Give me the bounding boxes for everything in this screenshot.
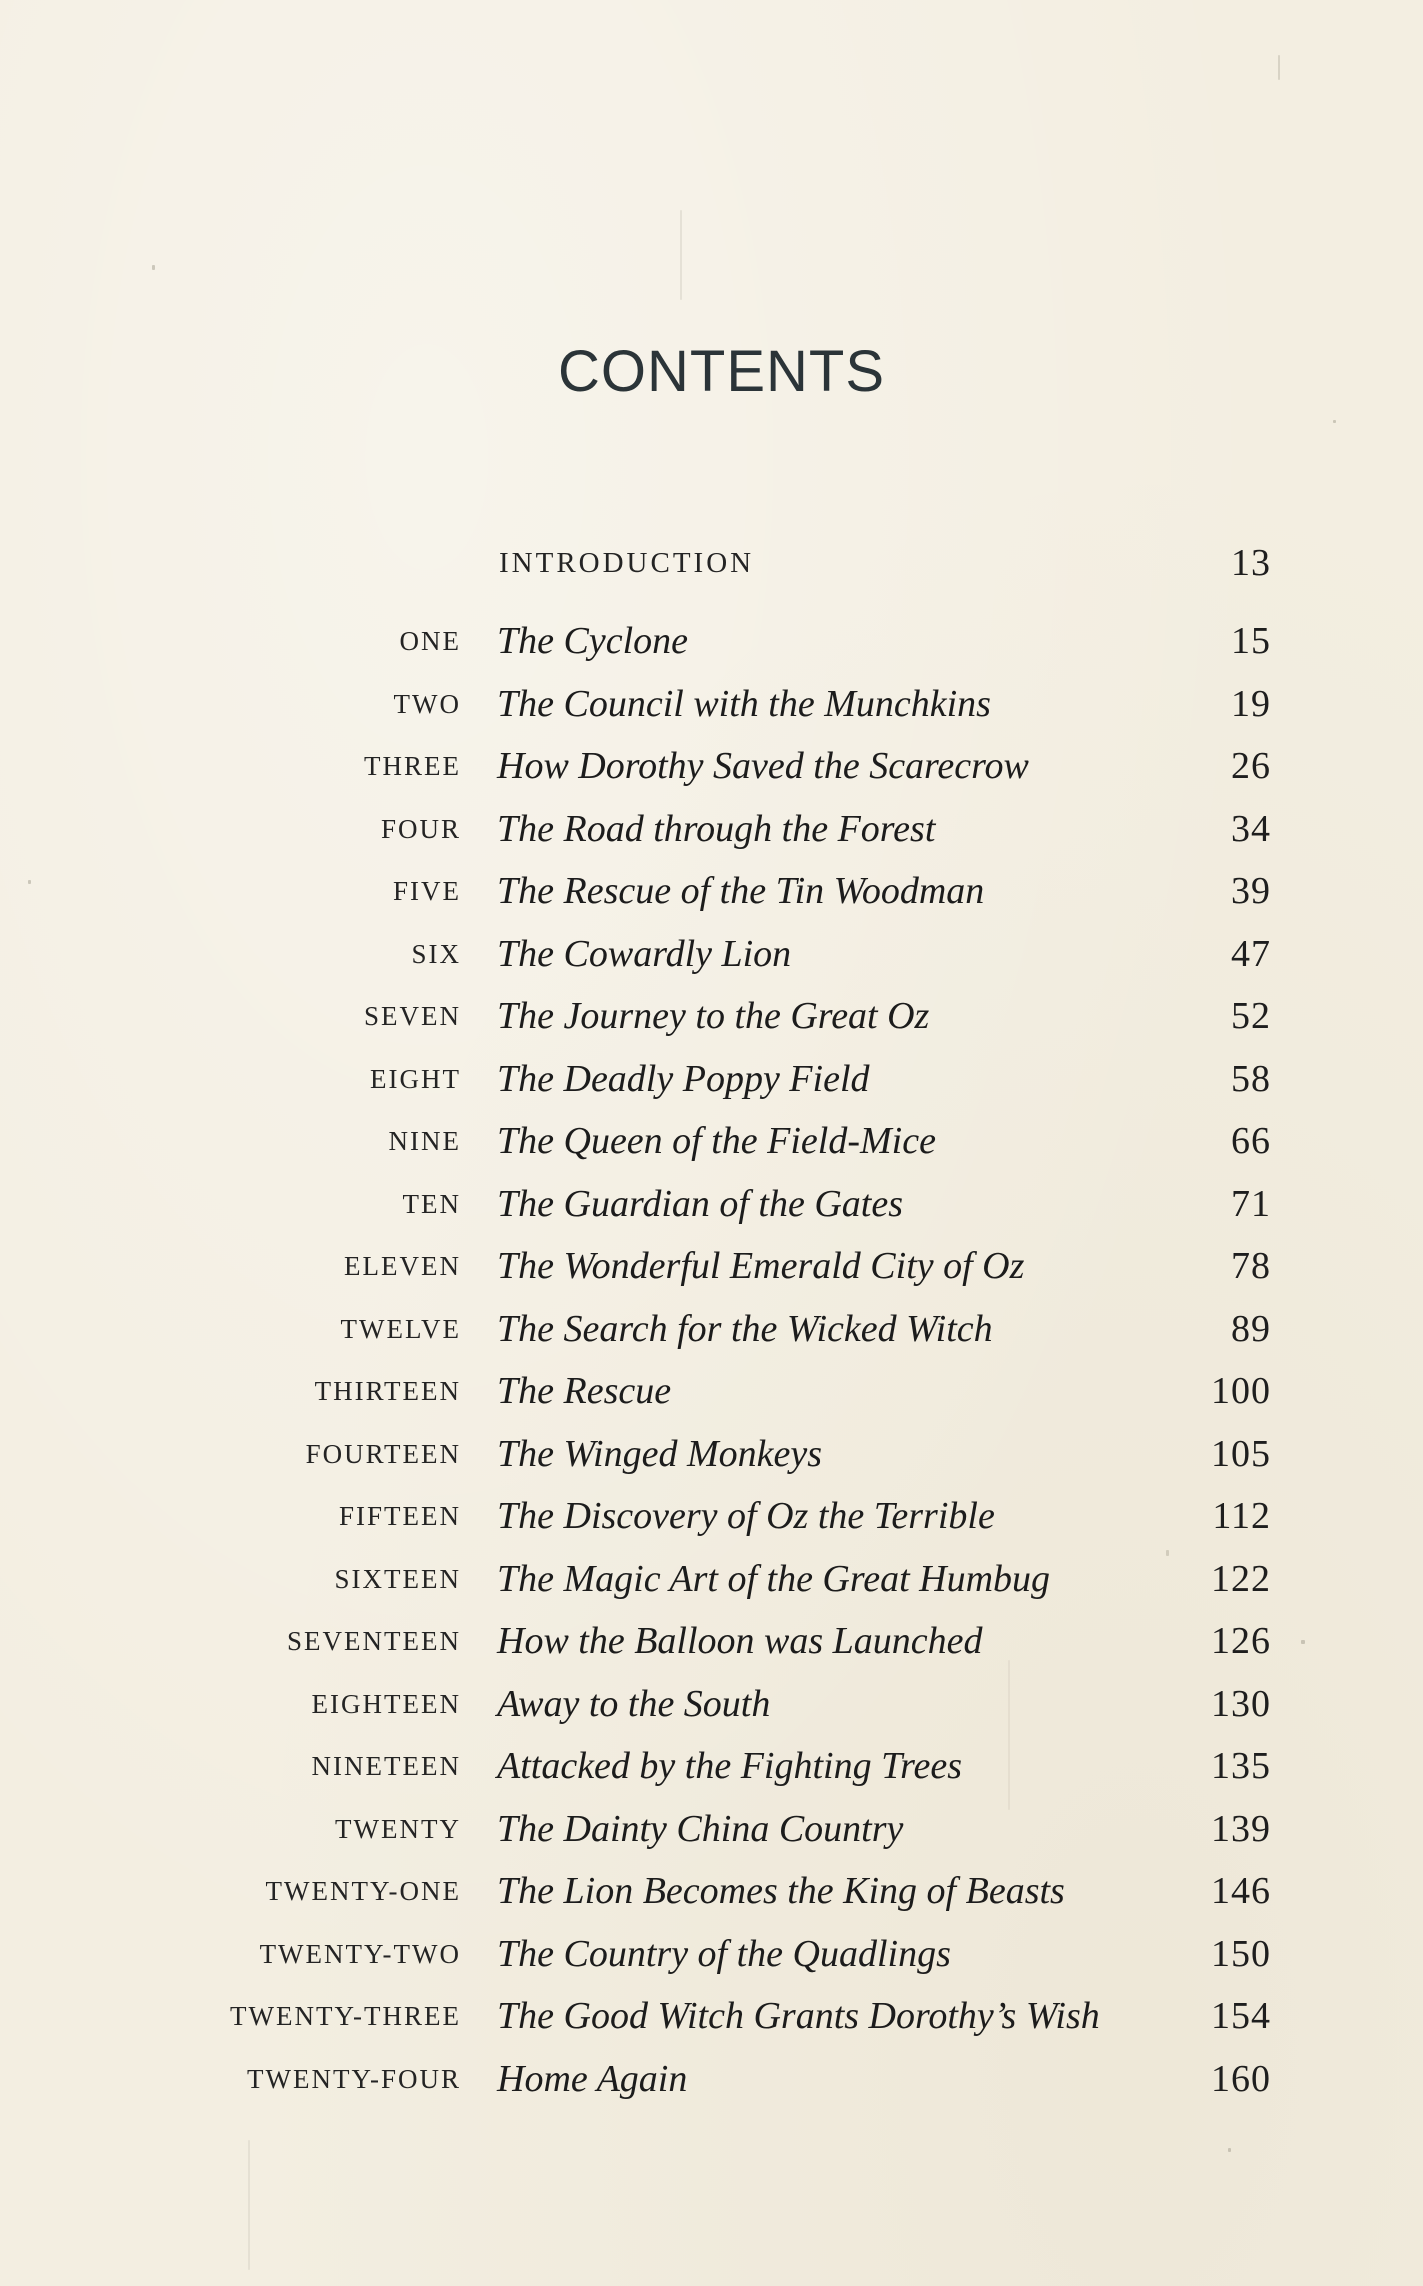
chapter-page-number: 130 xyxy=(1211,1682,1271,1725)
chapter-title: The Council with the Munchkins xyxy=(497,682,991,725)
chapter-title: Home Again xyxy=(497,2057,688,2100)
chapter-number: TWENTY-ONE xyxy=(265,1876,461,1906)
chapter-number: EIGHTEEN xyxy=(311,1688,461,1719)
chapter-title: The Rescue of the Tin Woodman xyxy=(497,870,985,912)
toc-chapter-row xyxy=(0,1360,1423,1422)
toc-chapter-row xyxy=(0,1173,1423,1235)
chapter-page-number: 71 xyxy=(1231,1182,1271,1225)
toc-chapter-row xyxy=(0,1610,1423,1672)
chapter-number: TWENTY-THREE xyxy=(230,2001,461,2031)
toc-chapter-row xyxy=(0,610,1423,672)
toc-chapter-row xyxy=(0,985,1423,1047)
chapter-page-number: 122 xyxy=(1211,1557,1271,1600)
chapter-number: THIRTEEN xyxy=(314,1376,461,1406)
chapter-number: TWENTY-FOUR xyxy=(247,2063,461,2094)
chapter-number: ELEVEN xyxy=(344,1251,461,1281)
chapter-title: The Road through the Forest xyxy=(497,807,936,850)
chapter-number: THREE xyxy=(364,751,461,781)
toc-chapter-row xyxy=(0,1110,1423,1172)
toc-chapter-row xyxy=(0,1735,1423,1797)
toc-chapter-row xyxy=(0,1798,1423,1860)
chapter-page-number: 154 xyxy=(1211,1995,1271,2037)
chapter-page-number: 105 xyxy=(1211,1432,1271,1475)
chapter-page-number: 78 xyxy=(1231,1245,1271,1287)
chapter-title: The Rescue xyxy=(497,1370,672,1412)
chapter-title: Away to the South xyxy=(497,1682,771,1725)
toc-chapter-row xyxy=(0,1485,1423,1547)
chapter-title: The Cowardly Lion xyxy=(497,932,792,975)
chapter-page-number: 26 xyxy=(1231,745,1271,787)
chapter-title: The Country of the Quadlings xyxy=(497,1932,951,1975)
chapter-number: TWENTY xyxy=(335,1813,461,1844)
introduction-label: INTRODUCTION xyxy=(499,547,755,579)
chapter-title: The Magic Art of the Great Humbug xyxy=(497,1557,1051,1600)
chapter-number: TWENTY-TWO xyxy=(259,1938,461,1969)
chapter-number: NINETEEN xyxy=(311,1751,461,1781)
chapter-title: The Good Witch Grants Dorothy’s Wish xyxy=(497,1995,1100,2037)
chapter-number: FOUR xyxy=(380,813,461,844)
chapter-title: The Dainty China Country xyxy=(497,1807,904,1850)
chapter-page-number: 19 xyxy=(1231,682,1271,725)
toc-chapter-row xyxy=(0,1048,1423,1110)
chapter-page-number: 160 xyxy=(1211,2057,1271,2100)
chapter-number: NINE xyxy=(388,1126,461,1156)
chapter-number: FOURTEEN xyxy=(305,1438,461,1469)
chapter-page-number: 89 xyxy=(1231,1307,1271,1350)
chapter-number: TEN xyxy=(402,1188,461,1219)
chapter-page-number: 34 xyxy=(1231,807,1271,850)
chapter-number: SIX xyxy=(411,938,461,969)
chapter-title: How the Balloon was Launched xyxy=(497,1620,983,1662)
chapter-title: The Discovery of Oz the Terrible xyxy=(497,1495,995,1537)
chapter-page-number: 52 xyxy=(1231,995,1271,1037)
toc-chapter-row xyxy=(0,923,1423,985)
toc-chapter-row xyxy=(0,2048,1423,2110)
chapter-title: The Lion Becomes the King of Beasts xyxy=(497,1870,1065,1912)
chapter-page-number: 39 xyxy=(1231,870,1271,912)
toc-chapter-row xyxy=(0,1298,1423,1360)
chapter-title: The Winged Monkeys xyxy=(497,1432,823,1475)
chapter-page-number: 126 xyxy=(1211,1620,1271,1662)
chapter-page-number: 58 xyxy=(1231,1057,1271,1100)
chapter-title: The Search for the Wicked Witch xyxy=(497,1307,993,1350)
toc-chapter-row xyxy=(0,1548,1423,1610)
introduction-page-number: 13 xyxy=(1231,542,1271,584)
chapter-page-number: 150 xyxy=(1211,1932,1271,1975)
chapter-title: The Cyclone xyxy=(497,620,689,662)
toc-chapter-row xyxy=(0,1860,1423,1922)
chapter-number: FIFTEEN xyxy=(339,1501,461,1531)
toc-chapter-row xyxy=(0,860,1423,922)
chapter-page-number: 135 xyxy=(1211,1745,1271,1787)
toc-chapter-row xyxy=(0,1423,1423,1485)
chapter-number: SEVEN xyxy=(364,1001,461,1031)
toc-chapter-row xyxy=(0,1923,1423,1985)
toc-introduction-row xyxy=(0,532,1423,594)
toc-chapter-row xyxy=(0,735,1423,797)
toc-chapter-row xyxy=(0,1235,1423,1297)
page-title: CONTENTS xyxy=(558,339,885,404)
chapter-title: How Dorothy Saved the Scarecrow xyxy=(497,745,1029,787)
chapter-number: TWELVE xyxy=(340,1313,461,1344)
chapter-page-number: 15 xyxy=(1231,620,1271,662)
chapter-page-number: 112 xyxy=(1212,1495,1271,1537)
chapter-page-number: 66 xyxy=(1231,1120,1271,1162)
chapter-number: EIGHT xyxy=(370,1063,461,1094)
chapter-page-number: 100 xyxy=(1211,1370,1271,1412)
chapter-title: The Guardian of the Gates xyxy=(497,1182,904,1225)
chapter-number: SIXTEEN xyxy=(334,1563,461,1594)
chapter-page-number: 139 xyxy=(1211,1807,1271,1850)
chapter-title: Attacked by the Fighting Trees xyxy=(497,1745,963,1787)
chapter-number: FIVE xyxy=(393,876,461,906)
chapter-page-number: 47 xyxy=(1231,932,1271,975)
chapter-number: ONE xyxy=(399,626,461,656)
chapter-title: The Deadly Poppy Field xyxy=(497,1057,870,1100)
chapter-title: The Journey to the Great Oz xyxy=(497,995,930,1037)
chapter-title: The Wonderful Emerald City of Oz xyxy=(497,1245,1025,1287)
toc-chapter-row xyxy=(0,673,1423,735)
chapter-number: TWO xyxy=(393,688,461,719)
chapter-number: SEVENTEEN xyxy=(287,1626,461,1656)
toc-chapter-row xyxy=(0,1673,1423,1735)
chapter-page-number: 146 xyxy=(1211,1870,1271,1912)
toc-chapter-row xyxy=(0,1985,1423,2047)
toc-chapter-row xyxy=(0,798,1423,860)
chapter-title: The Queen of the Field-Mice xyxy=(497,1120,936,1162)
